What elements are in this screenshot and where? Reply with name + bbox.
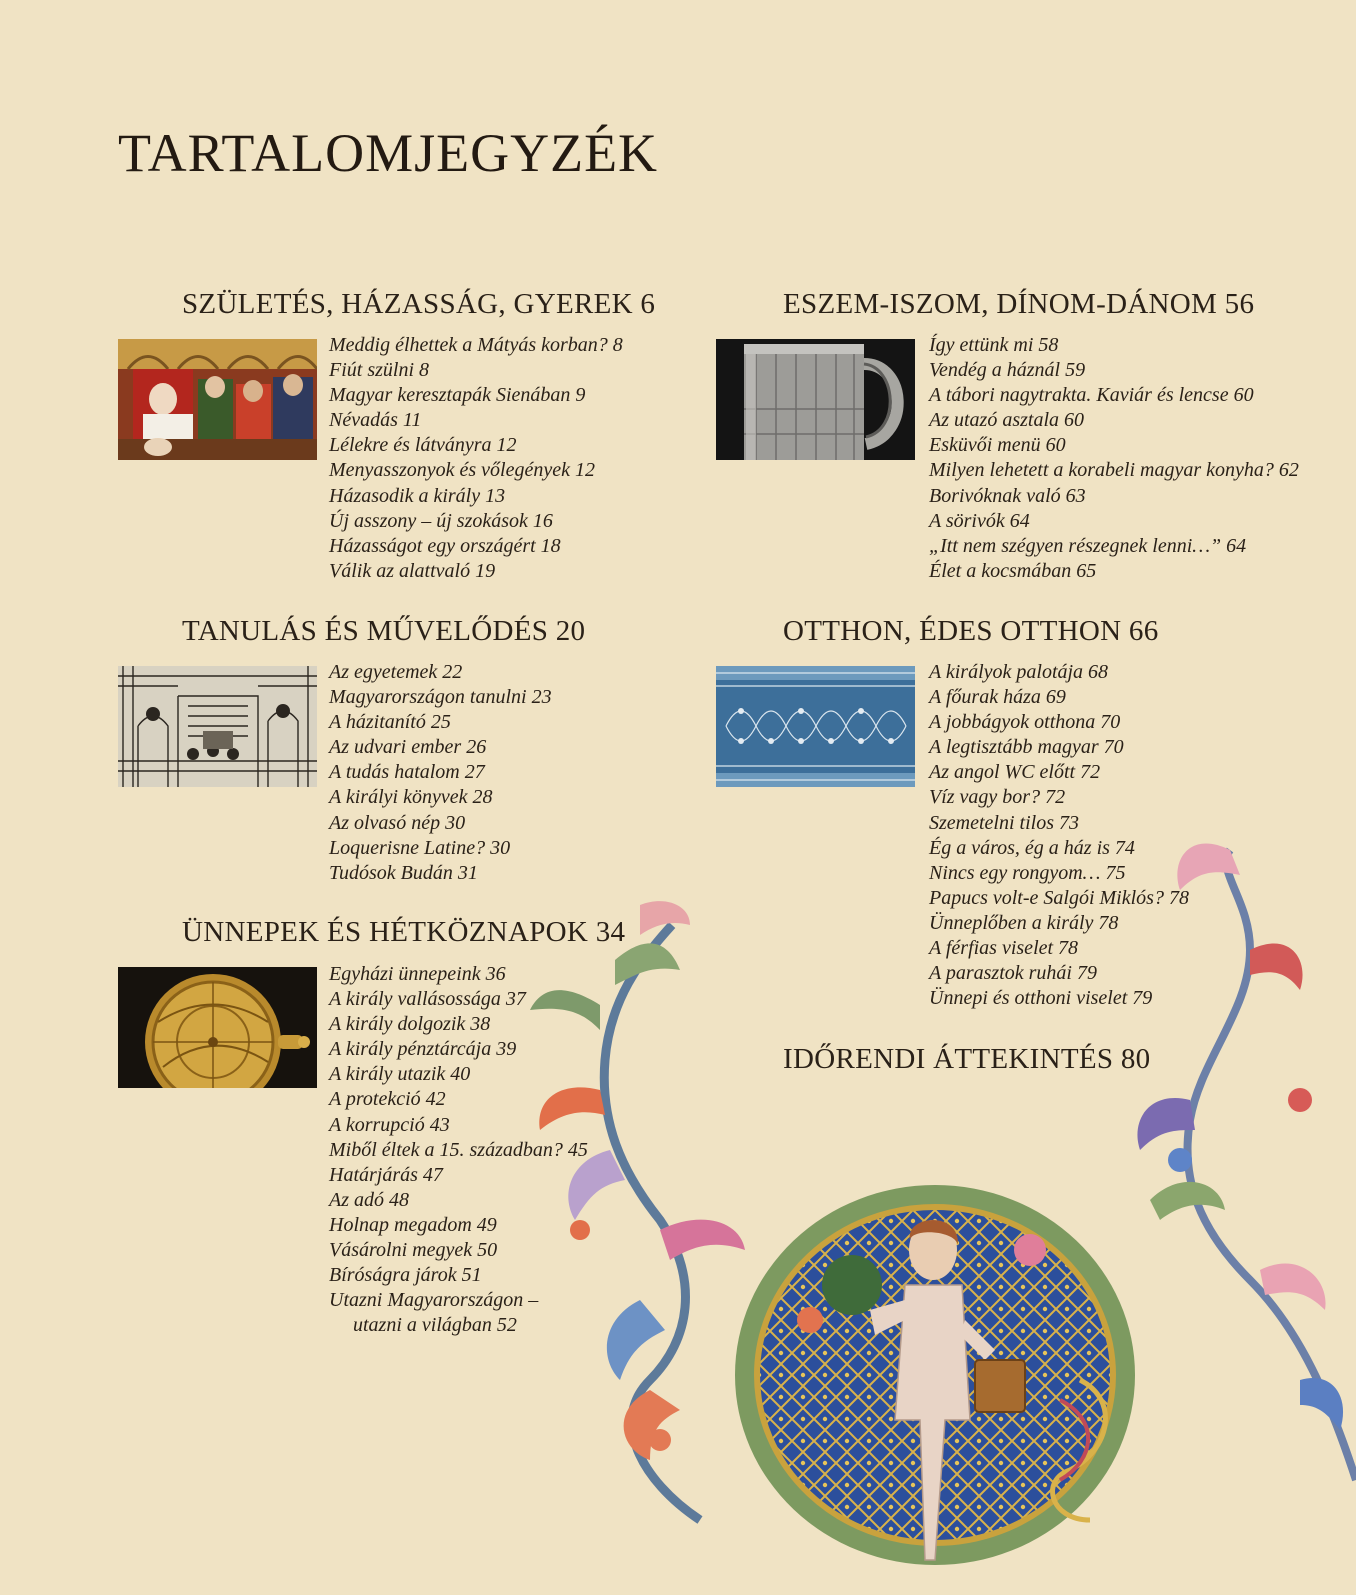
toc-entry[interactable]: Vásárolni megyek 50 — [329, 1239, 498, 1262]
toc-entry[interactable]: A korrupció 43 — [329, 1113, 450, 1136]
toc-entry-continuation[interactable]: utazni a világban 52 — [353, 1314, 517, 1337]
section-heading-learning: TANULÁS ÉS MŰVELŐDÉS 20 — [182, 615, 586, 647]
toc-entry[interactable]: Ünneplőben a király 78 — [929, 911, 1119, 934]
toc-entry[interactable]: Határjárás 47 — [329, 1163, 443, 1186]
toc-entry[interactable]: Magyar keresztapák Sienában 9 — [329, 384, 586, 407]
toc-entry[interactable]: Tudósok Budán 31 — [329, 861, 478, 884]
toc-entry[interactable]: Az olvasó nép 30 — [329, 811, 466, 834]
page-title: TARTALOMJEGYZÉK — [118, 123, 659, 183]
toc-entry[interactable]: Magyarországon tanulni 23 — [329, 686, 552, 709]
classroom-woodcut-image — [118, 666, 317, 787]
toc-entry[interactable]: A király pénztárcája 39 — [329, 1038, 517, 1061]
toc-entry[interactable]: A királyi könyvek 28 — [329, 786, 493, 809]
toc-entry[interactable]: A legtisztább magyar 70 — [929, 736, 1124, 759]
toc-entry[interactable]: Az egyetemek 22 — [329, 661, 463, 683]
toc-entry[interactable]: Bíróságra járok 51 — [329, 1264, 482, 1287]
toc-entry[interactable]: Miből éltek a 15. században? 45 — [329, 1138, 588, 1161]
toc-entry[interactable]: Az angol WC előtt 72 — [929, 761, 1101, 784]
embroidered-textile-image — [716, 666, 915, 787]
toc-entry[interactable]: Víz vagy bor? 72 — [929, 786, 1066, 809]
entry-list-holidays — [329, 962, 588, 1338]
toc-entry[interactable]: A parasztok ruhái 79 — [929, 962, 1097, 985]
birth-scene-image — [118, 339, 317, 460]
toc-entry[interactable]: Borivóknak való 63 — [929, 484, 1086, 507]
section-heading-births: SZÜLETÉS, HÁZASSÁG, GYEREK 6 — [182, 288, 656, 320]
toc-entry[interactable]: A házitanító 25 — [329, 711, 451, 734]
toc-entry[interactable]: A protekció 42 — [329, 1088, 446, 1111]
toc-entry[interactable]: A jobbágyok otthona 70 — [929, 711, 1121, 734]
section-heading-home: OTTHON, ÉDES OTTHON 66 — [783, 615, 1159, 647]
toc-entry[interactable]: Ünnepi és otthoni viselet 79 — [929, 987, 1153, 1010]
toc-entry[interactable]: Nincs egy rongyom… 75 — [929, 861, 1126, 884]
toc-entry[interactable]: A király vallásossága 37 — [329, 988, 526, 1011]
toc-entry[interactable]: Új asszony – új szokások 16 — [329, 509, 553, 532]
toc-entry[interactable]: A sörivók 64 — [929, 509, 1030, 532]
toc-entry[interactable]: A főurak háza 69 — [929, 686, 1066, 709]
toc-entry[interactable]: Meddig élhettek a Mátyás korban? 8 — [329, 334, 623, 356]
section-heading-eating: ESZEM-ISZOM, DÍNOM-DÁNOM 56 — [783, 288, 1255, 320]
pewter-tankard-image — [716, 339, 915, 460]
toc-entry[interactable]: A király dolgozik 38 — [329, 1013, 491, 1036]
toc-entry[interactable]: Vendég a háznál 59 — [929, 359, 1086, 382]
toc-entry[interactable]: Házasságot egy országért 18 — [329, 534, 561, 557]
toc-entry[interactable]: A király utazik 40 — [329, 1063, 471, 1086]
toc-entry[interactable]: Fiút szülni 8 — [329, 359, 430, 382]
section-heading-chronology[interactable]: IDŐRENDI ÁTTEKINTÉS 80 — [783, 1043, 1151, 1075]
entry-list-learning — [329, 660, 552, 886]
toc-entry[interactable]: Loquerisne Latine? 30 — [329, 836, 511, 859]
toc-entry[interactable]: Utazni Magyarországon – — [329, 1289, 539, 1312]
toc-entry[interactable]: A tudás hatalom 27 — [329, 761, 485, 784]
entry-list-home — [929, 660, 1189, 1011]
toc-entry[interactable]: A férfias viselet 78 — [929, 937, 1079, 960]
toc-entry[interactable]: Az utazó asztala 60 — [929, 409, 1085, 432]
toc-entry[interactable]: Papucs volt-e Salgói Miklós? 78 — [929, 886, 1189, 909]
toc-entry[interactable]: Ég a város, ég a ház is 74 — [929, 836, 1135, 859]
entry-list-births — [329, 333, 623, 584]
toc-entry[interactable]: Így ettünk mi 58 — [929, 334, 1059, 356]
toc-entry[interactable]: Élet a kocsmában 65 — [929, 559, 1097, 582]
toc-entry[interactable]: A tábori nagytrakta. Kaviár és lencse 60 — [929, 384, 1254, 407]
toc-entry[interactable]: Házasodik a király 13 — [329, 484, 506, 507]
astrolabe-image — [118, 967, 317, 1088]
toc-entry[interactable]: A királyok palotája 68 — [929, 661, 1109, 683]
toc-entry[interactable]: Válik az alattvaló 19 — [329, 559, 496, 582]
toc-entry[interactable]: Lélekre és látványra 12 — [329, 434, 517, 457]
toc-entry[interactable]: Esküvői menü 60 — [929, 434, 1066, 457]
toc-entry[interactable]: „Itt nem szégyen részegnek lenni…” 64 — [929, 534, 1247, 557]
toc-entry[interactable]: Milyen lehetett a korabeli magyar konyha? 62 — [929, 459, 1299, 482]
toc-entry[interactable]: Névadás 11 — [329, 409, 422, 432]
toc-entry[interactable]: Az udvari ember 26 — [329, 736, 487, 759]
toc-entry[interactable]: Menyasszonyok és vőlegények 12 — [329, 459, 595, 482]
toc-entry[interactable]: Holnap megadom 49 — [329, 1213, 497, 1236]
toc-entry[interactable]: Szemetelni tilos 73 — [929, 811, 1079, 834]
section-heading-holidays: ÜNNEPEK ÉS HÉTKÖZNAPOK 34 — [182, 916, 626, 948]
toc-entry[interactable]: Egyházi ünnepeink 36 — [329, 963, 506, 985]
entry-list-eating — [929, 333, 1299, 584]
toc-entry[interactable]: Az adó 48 — [329, 1188, 409, 1211]
